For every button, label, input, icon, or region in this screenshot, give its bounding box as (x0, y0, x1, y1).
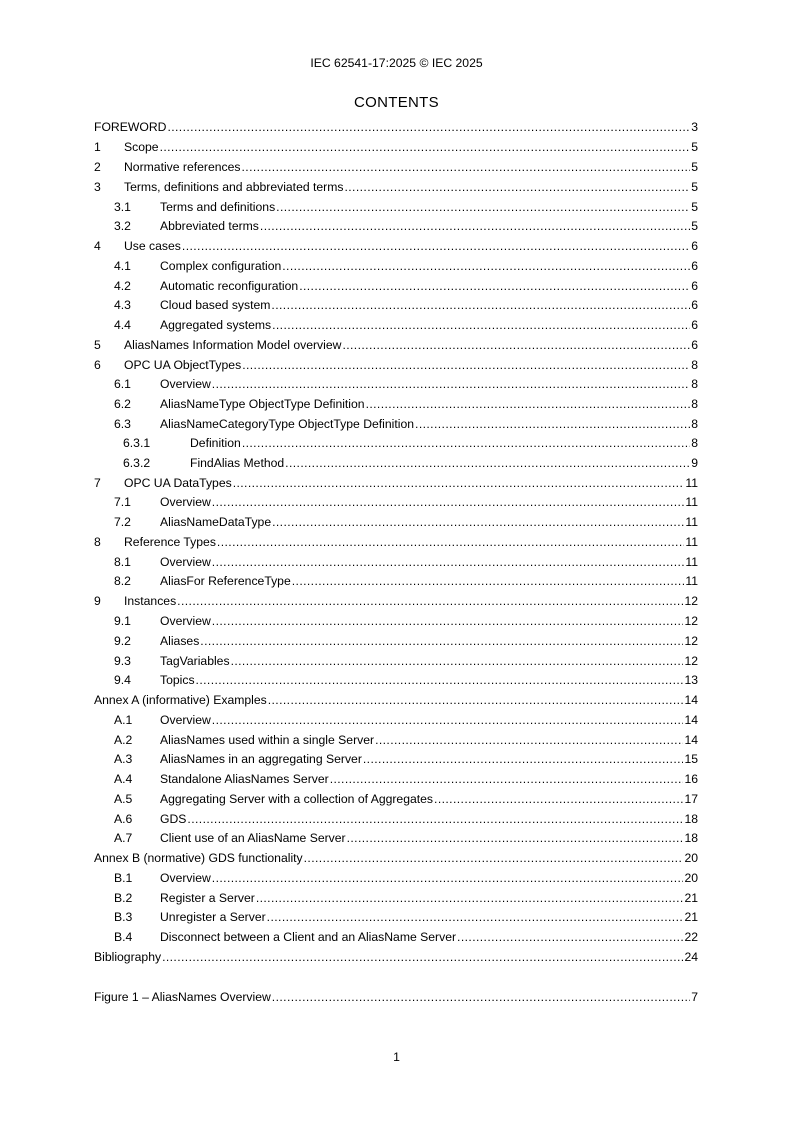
toc-entry-label: Overview (160, 377, 211, 391)
toc-entry-label: Aggregating Server with a collection of Aggregates (160, 792, 434, 806)
toc-entry-number: 8.1 (114, 555, 131, 569)
toc-entry-page: 18 (684, 812, 698, 826)
toc-entry-label: Disconnect between a Client and an AliasName Server (160, 930, 457, 944)
toc-entry[interactable] (94, 988, 698, 1004)
toc-entry-label: Use cases (124, 239, 181, 253)
toc-entry-page: 11 (685, 555, 698, 569)
toc-entry-page: 13 (684, 673, 698, 687)
toc-entry-label: Overview (160, 871, 211, 885)
toc-leader-dots (212, 871, 684, 885)
toc-entry-label: FOREWORD (94, 120, 167, 134)
toc-entry[interactable] (94, 158, 698, 174)
toc-entry[interactable] (94, 415, 698, 431)
toc-leader-dots (233, 476, 685, 490)
toc-entry[interactable] (94, 356, 698, 372)
toc-entry-label: AliasNames in an aggregating Server (160, 752, 362, 766)
toc-entry-label: Instances (124, 594, 177, 608)
toc-entry-page: 18 (684, 831, 698, 845)
toc-leader-dots (282, 259, 690, 273)
toc-entry-number: B.3 (114, 910, 133, 924)
toc-entry-page: 17 (684, 792, 698, 806)
toc-entry-page: 8 (691, 436, 698, 450)
toc-leader-dots (212, 495, 685, 509)
toc-entry-label: Topics (160, 673, 195, 687)
toc-leader-dots (457, 930, 683, 944)
toc-leader-dots (200, 634, 683, 648)
toc-entry-number: B.2 (114, 891, 133, 905)
toc-entry[interactable] (94, 810, 698, 826)
toc-entry-label: AliasNameCategoryType ObjectType Definition (160, 417, 415, 431)
toc-entry-page: 21 (684, 891, 698, 905)
toc-entry-number: 9.1 (114, 614, 131, 628)
toc-entry-label: Overview (160, 555, 211, 569)
toc-entry[interactable] (94, 849, 698, 865)
toc-entry-number: 9.4 (114, 673, 131, 687)
toc-leader-dots (160, 140, 691, 154)
toc-entry[interactable] (94, 553, 698, 569)
toc-leader-dots (272, 990, 690, 1004)
toc-entry-label: Scope (124, 140, 159, 154)
toc-entry[interactable] (94, 750, 698, 766)
toc-entry[interactable] (94, 928, 698, 944)
toc-entry-number: B.1 (114, 871, 133, 885)
toc-leader-dots (375, 733, 683, 747)
toc-entry-page: 5 (691, 219, 698, 233)
toc-entry-page: 6 (691, 259, 698, 273)
toc-entry-page: 6 (691, 239, 698, 253)
toc-entry-number: 4.2 (114, 279, 131, 293)
toc-leader-dots (272, 515, 684, 529)
toc-entry[interactable] (94, 711, 698, 727)
toc-entry-label: Register a Server (160, 891, 255, 905)
document-header: IEC 62541-17:2025 © IEC 2025 (310, 56, 483, 70)
toc-entry-number: 6.1 (114, 377, 131, 391)
toc-leader-dots (212, 713, 684, 727)
toc-entry-number: A.1 (114, 713, 133, 727)
toc-entry-label: AliasFor ReferenceType (160, 574, 291, 588)
toc-entry-number: A.7 (114, 831, 133, 845)
toc-entry-page: 5 (691, 180, 698, 194)
toc-entry-number: 1 (94, 140, 101, 154)
toc-entry-label: FindAlias Method (190, 456, 285, 470)
toc-entry[interactable] (94, 572, 698, 588)
toc-entry[interactable] (94, 138, 698, 154)
toc-leader-dots (231, 654, 684, 668)
toc-entry[interactable] (94, 770, 698, 786)
toc-entry-page: 6 (691, 298, 698, 312)
toc-entry[interactable] (94, 198, 698, 214)
toc-entry-label: Definition (190, 436, 241, 450)
toc-leader-dots (285, 456, 690, 470)
toc-entry[interactable] (94, 217, 698, 233)
toc-leader-dots (196, 673, 684, 687)
toc-entry[interactable] (94, 118, 698, 134)
toc-entry-label: TagVariables (160, 654, 230, 668)
toc-entry-page: 20 (684, 871, 698, 885)
toc-entry-number: 8 (94, 535, 101, 549)
toc-entry[interactable] (94, 434, 698, 450)
toc-entry-label: Automatic reconfiguration (160, 279, 299, 293)
toc-entry-number: 6.3.1 (123, 436, 151, 450)
toc-entry-label: Cloud based system (160, 298, 271, 312)
toc-entry[interactable] (94, 296, 698, 312)
toc-leader-dots (267, 910, 684, 924)
toc-leader-dots (242, 436, 690, 450)
toc-entry[interactable] (94, 336, 698, 352)
toc-entry-page: 11 (685, 535, 698, 549)
toc-entry-label: Complex configuration (160, 259, 282, 273)
toc-entry[interactable] (94, 790, 698, 806)
toc-entry-number: 9.2 (114, 634, 131, 648)
toc-leader-dots (242, 358, 690, 372)
toc-entry-label: AliasNames used within a single Server (160, 733, 375, 747)
toc-entry-page: 12 (684, 634, 698, 648)
toc-leader-dots (212, 555, 685, 569)
toc-entry-label: OPC UA ObjectTypes (124, 358, 242, 372)
toc-entry[interactable] (94, 178, 698, 194)
toc-entry-label: Aggregated systems (160, 318, 272, 332)
toc-entry[interactable] (94, 454, 698, 470)
page-title: CONTENTS (354, 94, 439, 111)
toc-entry-number: A.5 (114, 792, 133, 806)
toc-entry-label: Standalone AliasNames Server (160, 772, 329, 786)
toc-entry[interactable] (94, 513, 698, 529)
toc-leader-dots (415, 417, 690, 431)
toc-leader-dots (212, 377, 690, 391)
toc-entry-page: 3 (691, 120, 698, 134)
toc-entry-page: 11 (685, 515, 698, 529)
toc-entry-label: Overview (160, 495, 211, 509)
toc-entry-page: 6 (691, 318, 698, 332)
toc-entry-number: 6.3.2 (123, 456, 151, 470)
toc-entry-label: Annex B (normative) GDS functionality (94, 851, 303, 865)
toc-entry-page: 11 (685, 476, 698, 490)
toc-entry[interactable] (94, 652, 698, 668)
toc-entry[interactable] (94, 375, 698, 391)
toc-leader-dots (363, 752, 684, 766)
toc-entry-number: A.4 (114, 772, 133, 786)
toc-entry-label: Reference Types (124, 535, 216, 549)
toc-entry-number: 9.3 (114, 654, 131, 668)
toc-entry-number: 9 (94, 594, 101, 608)
toc-entry[interactable] (94, 948, 698, 964)
toc-entry[interactable] (94, 671, 698, 687)
toc-entry-page: 24 (684, 950, 698, 964)
toc-entry-label: Normative references (124, 160, 241, 174)
toc-entry-label: Overview (160, 713, 211, 727)
toc-entry-page: 8 (691, 358, 698, 372)
toc-entry-number: 8.2 (114, 574, 131, 588)
toc-entry-number: 6 (94, 358, 101, 372)
toc-entry-label: Terms and definitions (160, 200, 276, 214)
toc-entry[interactable] (94, 829, 698, 845)
toc-leader-dots (256, 891, 684, 905)
toc-entry-page: 14 (684, 693, 698, 707)
toc-entry-page: 11 (685, 495, 698, 509)
toc-leader-dots (272, 318, 690, 332)
toc-leader-dots (434, 792, 683, 806)
toc-entry[interactable] (94, 691, 698, 707)
toc-entry[interactable] (94, 316, 698, 332)
toc-entry[interactable] (94, 592, 698, 608)
toc-entry[interactable] (94, 277, 698, 293)
toc-entry-page: 5 (691, 140, 698, 154)
toc-leader-dots (344, 180, 690, 194)
toc-entry-number: 4 (94, 239, 101, 253)
toc-entry[interactable] (94, 257, 698, 273)
toc-entry-page: 6 (691, 338, 698, 352)
toc-entry-number: B.4 (114, 930, 133, 944)
toc-entry-page: 12 (684, 614, 698, 628)
toc-entry-number: 7 (94, 476, 101, 490)
toc-entry-number: A.3 (114, 752, 133, 766)
toc-leader-dots (366, 397, 691, 411)
toc-leader-dots (212, 614, 684, 628)
toc-entry-page: 7 (691, 990, 698, 1004)
toc-entry-label: AliasNameDataType (160, 515, 272, 529)
toc-entry[interactable] (94, 908, 698, 924)
toc-entry-label: GDS (160, 812, 187, 826)
toc-entry-number: 4.4 (114, 318, 131, 332)
toc-entry[interactable] (94, 237, 698, 253)
toc-entry-number: A.6 (114, 812, 133, 826)
toc-leader-dots (276, 200, 690, 214)
toc-entry-page: 6 (691, 279, 698, 293)
toc-entry-label: Overview (160, 614, 211, 628)
toc-entry[interactable] (94, 395, 698, 411)
toc-entry-page: 21 (684, 910, 698, 924)
toc-entry-page: 5 (691, 160, 698, 174)
toc-entry-page: 14 (684, 733, 698, 747)
toc-entry-number: 6.2 (114, 397, 131, 411)
toc-entry-page: 8 (691, 397, 698, 411)
toc-entry[interactable] (94, 533, 698, 549)
toc-entry-label: OPC UA DataTypes (124, 476, 232, 490)
toc-entry-label: Figure 1 – AliasNames Overview (94, 990, 271, 1004)
toc-entry-page: 12 (684, 654, 698, 668)
toc-leader-dots (177, 594, 683, 608)
toc-entry-number: 2 (94, 160, 101, 174)
toc-leader-dots (271, 298, 690, 312)
toc-entry[interactable] (94, 731, 698, 747)
toc-entry-page: 14 (684, 713, 698, 727)
toc-entry-page: 5 (691, 200, 698, 214)
toc-entry-label: Terms, definitions and abbreviated terms (124, 180, 344, 194)
toc-entry[interactable] (94, 493, 698, 509)
toc-entry-label: AliasNameType ObjectType Definition (160, 397, 365, 411)
toc-leader-dots (268, 693, 684, 707)
toc-entry-label: Abbreviated terms (160, 219, 259, 233)
toc-entry-number: 4.1 (114, 259, 131, 273)
toc-leader-dots (299, 279, 690, 293)
toc-entry-number: 4.3 (114, 298, 131, 312)
toc-entry-number: 3.1 (114, 200, 131, 214)
toc-entry-number: 6.3 (114, 417, 131, 431)
toc-leader-dots (292, 574, 685, 588)
toc-entry-label: Client use of an AliasName Server (160, 831, 346, 845)
toc-leader-dots (162, 950, 683, 964)
toc-leader-dots (342, 338, 690, 352)
toc-entry-label: Aliases (160, 634, 200, 648)
toc-entry[interactable] (94, 612, 698, 628)
toc-leader-dots (242, 160, 691, 174)
toc-entry-page: 16 (684, 772, 698, 786)
toc-entry-number: 7.2 (114, 515, 131, 529)
page-number: 1 (393, 1050, 400, 1064)
toc-entry-number: 7.1 (114, 495, 131, 509)
toc-leader-dots (304, 851, 684, 865)
toc-entry-number: A.2 (114, 733, 133, 747)
toc-entry[interactable] (94, 869, 698, 885)
toc-entry[interactable] (94, 889, 698, 905)
toc-entry-page: 8 (691, 377, 698, 391)
toc-leader-dots (187, 812, 683, 826)
toc-entry-page: 9 (691, 456, 698, 470)
toc-entry-label: Unregister a Server (160, 910, 266, 924)
toc-entry-page: 11 (685, 574, 698, 588)
toc-leader-dots (167, 120, 690, 134)
toc-leader-dots (217, 535, 684, 549)
toc-entry-page: 20 (684, 851, 698, 865)
toc-leader-dots (330, 772, 684, 786)
toc-entry-label: Annex A (informative) Examples (94, 693, 267, 707)
toc-entry-page: 8 (691, 417, 698, 431)
toc-entry-page: 22 (684, 930, 698, 944)
toc-entry-number: 5 (94, 338, 101, 352)
toc-leader-dots (347, 831, 684, 845)
toc-entry[interactable] (94, 474, 698, 490)
toc-entry-page: 12 (684, 594, 698, 608)
toc-entry[interactable] (94, 632, 698, 648)
toc-entry-number: 3 (94, 180, 101, 194)
toc-entry-label: AliasNames Information Model overview (124, 338, 342, 352)
toc-entry-page: 15 (684, 752, 698, 766)
toc-entry-label: Bibliography (94, 950, 162, 964)
toc-leader-dots (260, 219, 690, 233)
toc-entry-number: 3.2 (114, 219, 131, 233)
toc-leader-dots (182, 239, 690, 253)
